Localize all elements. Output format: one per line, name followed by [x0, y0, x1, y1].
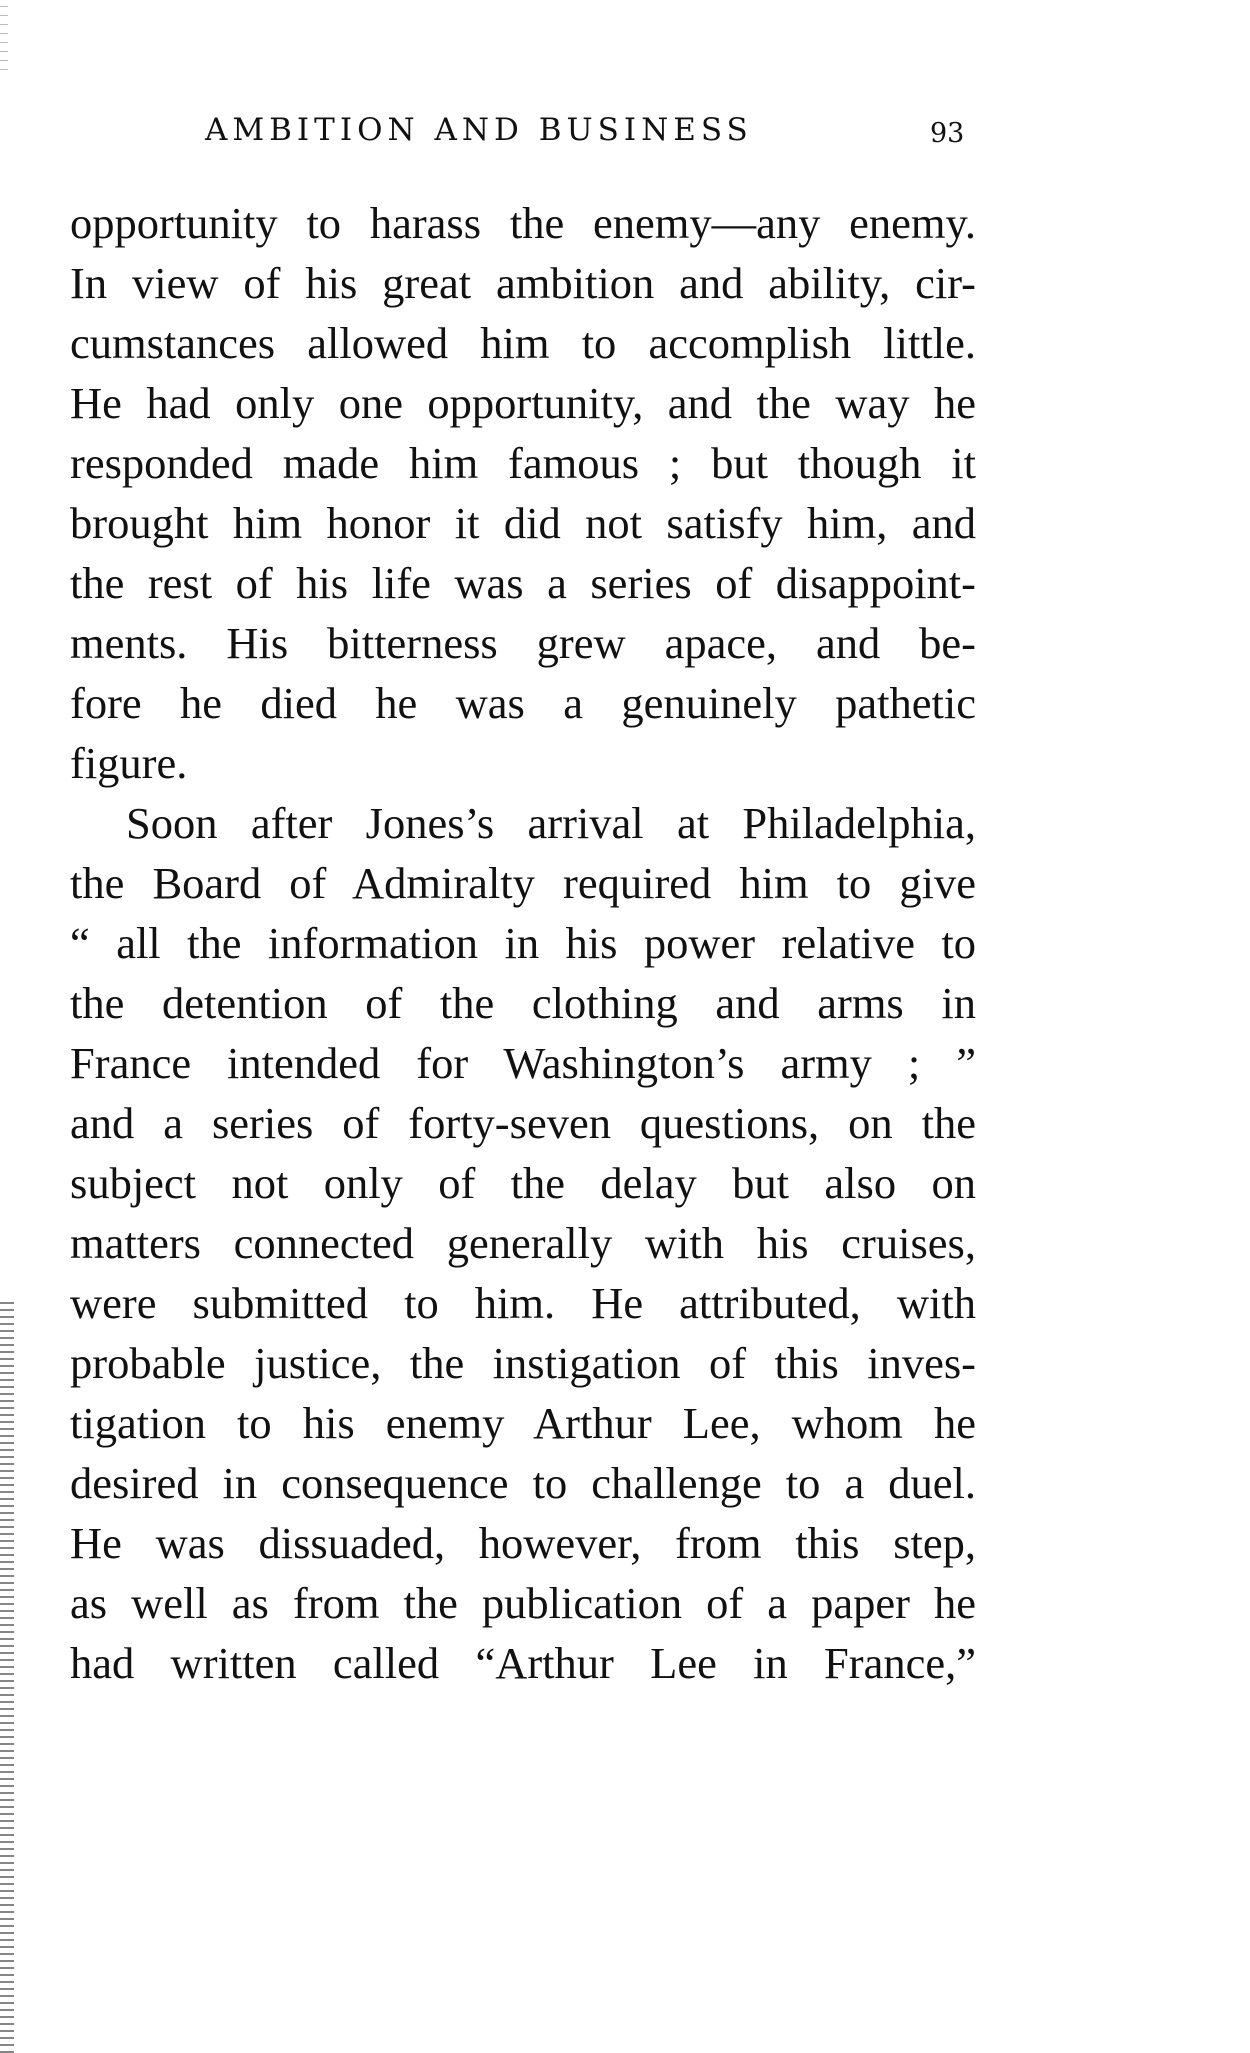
text-line: the Board of Admiralty required him to give	[70, 858, 976, 908]
text-line: and a series of forty-seven questions, on the	[70, 1098, 976, 1148]
text-line: “ all the information in his power relative to	[70, 918, 976, 968]
page-number: 93	[930, 118, 965, 149]
text-line: had written called “Arthur Lee in France,”	[70, 1638, 976, 1688]
text-line: were submitted to him. He attributed, with	[70, 1278, 976, 1328]
page-edge-shadow-bottom	[0, 1300, 14, 2053]
text-line: subject not only of the delay but also on	[70, 1158, 976, 1208]
text-line: responded made him famous ; but though it	[70, 438, 976, 488]
text-line: cumstances allowed him to accomplish little.	[70, 318, 976, 368]
text-line: France intended for Washington’s army ; ”	[70, 1038, 976, 1088]
body-text	[70, 193, 976, 1693]
text-line: In view of his great ambition and ability, cir-	[70, 258, 976, 308]
text-line: desired in consequence to challenge to a duel.	[70, 1458, 976, 1508]
text-line: He had only one opportunity, and the way he	[70, 378, 976, 428]
text-line: fore he died he was a genuinely pathetic	[70, 678, 976, 728]
text-line: probable justice, the instigation of this inves-	[70, 1338, 976, 1388]
text-line: as well as from the publication of a paper he	[70, 1578, 976, 1628]
running-title: AMBITION AND BUSINESS	[205, 112, 753, 148]
text-line: tigation to his enemy Arthur Lee, whom he	[70, 1398, 976, 1448]
text-line: ments. His bitterness grew apace, and be-	[70, 618, 976, 668]
text-line: the detention of the clothing and arms in	[70, 978, 976, 1028]
text-line: matters connected generally with his cruises,	[70, 1218, 976, 1268]
text-line: He was dissuaded, however, from this step,	[70, 1518, 976, 1568]
text-line: opportunity to harass the enemy—any enemy.	[70, 198, 976, 248]
text-line: figure.	[70, 738, 188, 788]
text-line: the rest of his life was a series of disappoint-	[70, 558, 976, 608]
page-edge-shadow-top	[0, 0, 8, 70]
text-line: Soon after Jones’s arrival at Philadelphia,	[126, 798, 976, 848]
text-line: brought him honor it did not satisfy him, and	[70, 498, 976, 548]
